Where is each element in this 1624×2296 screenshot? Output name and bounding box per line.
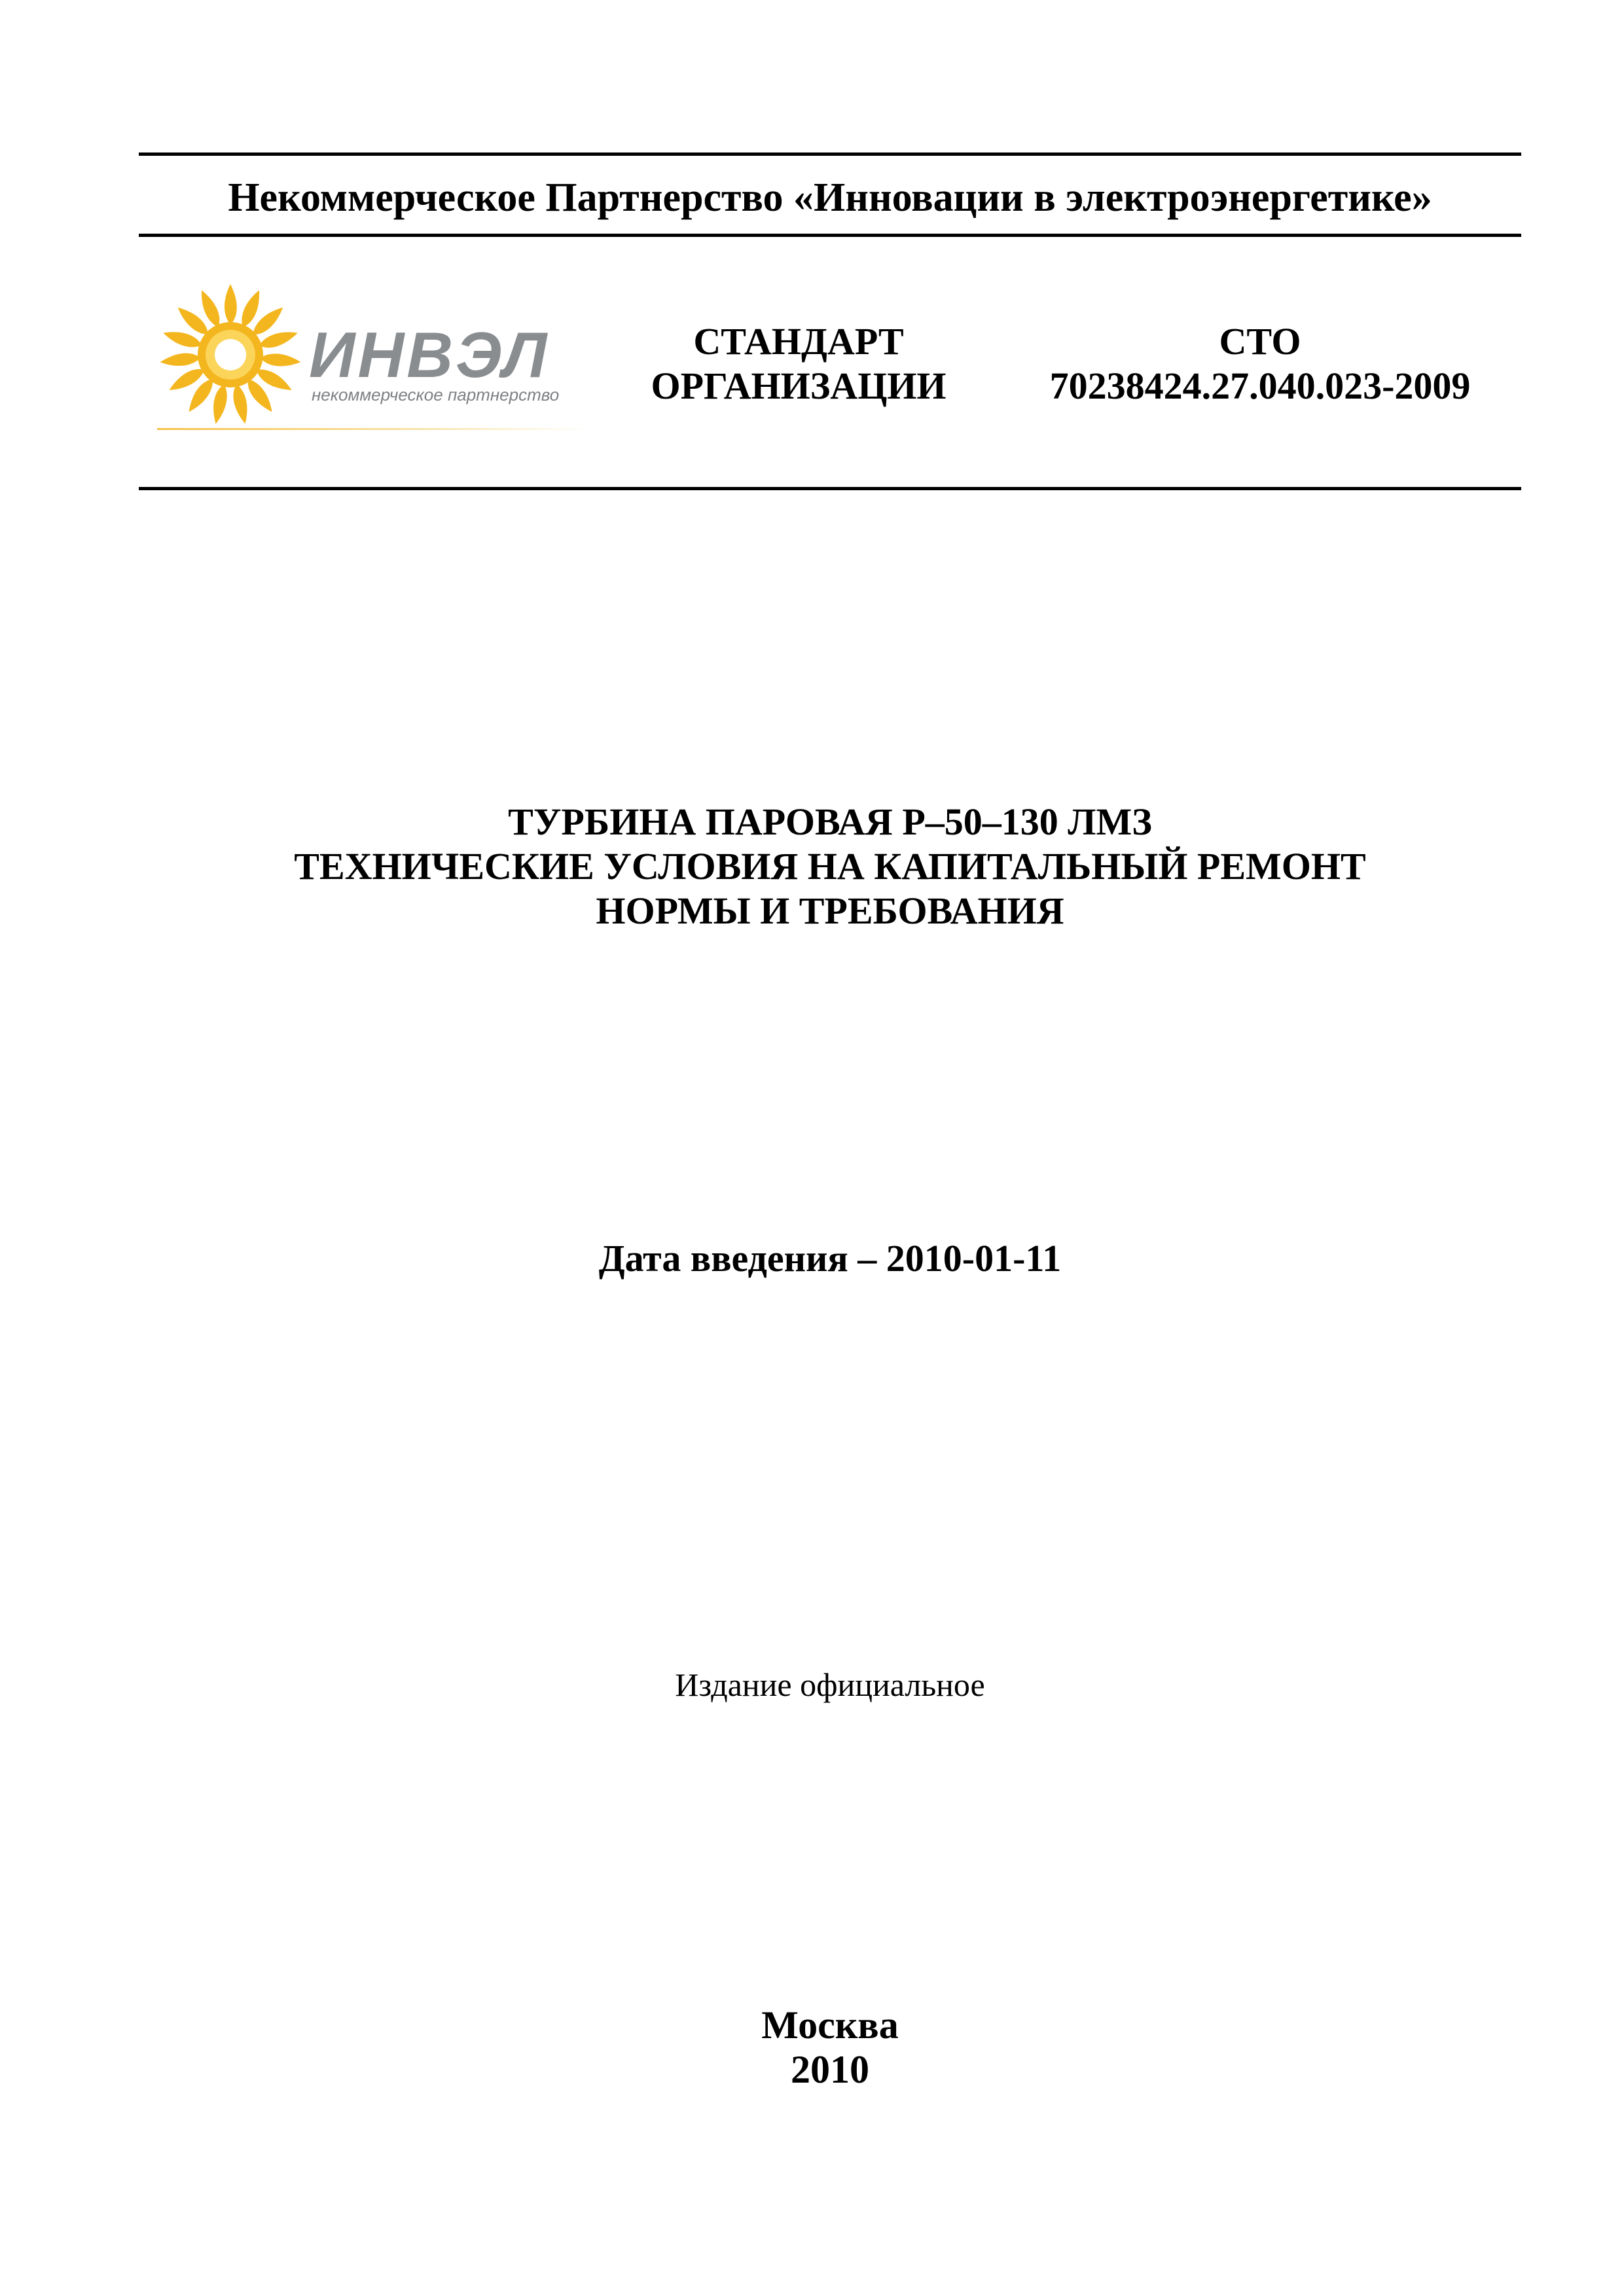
- publication-city: Москва: [761, 2003, 899, 2047]
- publication-place-year: [139, 2003, 1521, 2092]
- standard-code-prefix: СТО: [1219, 320, 1301, 363]
- standard-code: [1021, 319, 1499, 408]
- document-title-line2: ТЕХНИЧЕСКИЕ УСЛОВИЯ НА КАПИТАЛЬНЫЙ РЕМОНТ: [294, 845, 1366, 888]
- logo-underline: [157, 428, 589, 430]
- document-title-line3: НОРМЫ И ТРЕБОВАНИЯ: [596, 889, 1064, 932]
- standard-code-number: 70238424.27.040.023-2009: [1049, 365, 1471, 407]
- standard-label: [628, 319, 969, 408]
- document-title-line1: ТУРБИНА ПАРОВАЯ Р–50–130 ЛМЗ: [508, 800, 1152, 843]
- publication-year: 2010: [791, 2048, 869, 2091]
- sun-icon: [157, 281, 308, 432]
- edition-note: Издание официальное: [675, 1666, 985, 1703]
- organization-name: Некоммерческое Партнерство «Инновации в электроэнергетике»: [228, 175, 1432, 220]
- header-bottom-rule: [139, 487, 1521, 490]
- invel-logo: [157, 281, 596, 439]
- standard-label-line2: ОРГАНИЗАЦИИ: [651, 365, 947, 407]
- introduction-date: Дата введения – 2010-01-11: [598, 1237, 1062, 1280]
- document-title: [139, 800, 1521, 933]
- standard-label-line1: СТАНДАРТ: [693, 320, 904, 363]
- logo-subtitle: некоммерческое партнерство: [312, 385, 560, 404]
- header-top-rule: [139, 152, 1521, 156]
- header-middle-rule: [139, 234, 1521, 237]
- logo-wordmark: ИНВЭЛ: [309, 319, 550, 391]
